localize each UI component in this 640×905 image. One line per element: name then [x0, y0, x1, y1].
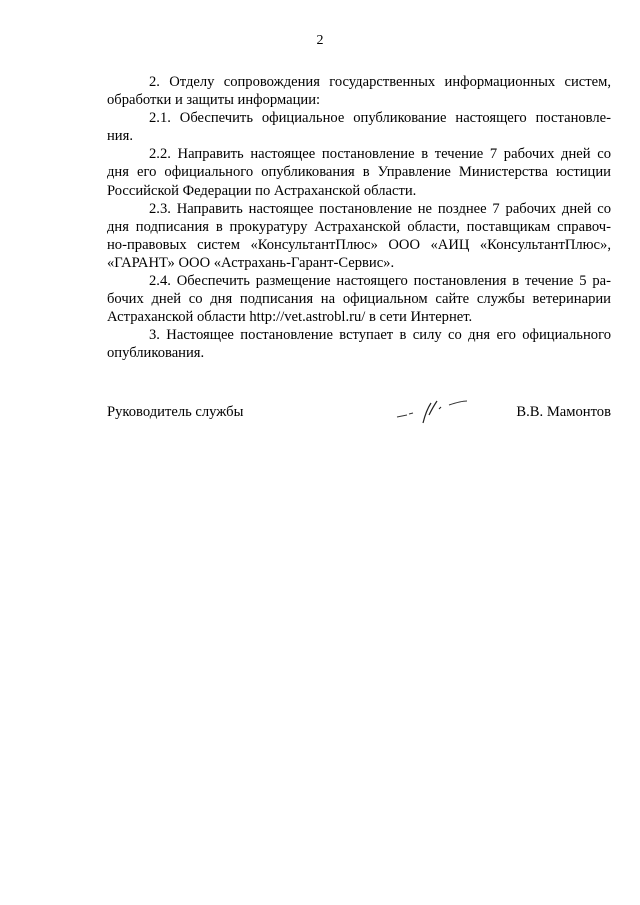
signatory-position: Руководитель службы — [107, 404, 244, 420]
paragraph-line: Российской Федерации по Астраханской области. — [107, 182, 417, 199]
paragraph-2-3 — [107, 200, 611, 272]
paragraph-line: 2.1. Обеспечить официальное опубликование настоящего постановле- — [149, 110, 611, 127]
handwritten-signature-icon — [393, 393, 473, 433]
paragraph-line: но-правовых систем «КонсультантПлюс» ООО «АИЦ «КонсультантПлюс», — [107, 236, 611, 253]
paragraph-3 — [107, 326, 611, 362]
paragraph-line: дня его официального опубликования в Управление Министерства юстиции — [107, 164, 611, 181]
paragraph-line: 2. Отделу сопровождения государственных информационных систем, — [149, 74, 611, 90]
paragraph-line: обработки и защиты информации: — [107, 92, 321, 109]
paragraph-2-2 — [107, 145, 611, 199]
page-number: 2 — [316, 33, 324, 48]
paragraph-line: опубликования. — [107, 345, 205, 362]
paragraph-line: дня подписания в прокуратуру Астраханской области, поставщикам справоч- — [107, 218, 611, 235]
paragraph-line: 2.2. Направить настоящее постановление в течение 7 рабочих дней со — [149, 146, 611, 163]
paragraph-line: ния. — [107, 128, 133, 145]
paragraph-line: 3. Настоящее постановление вступает в силу со дня его официального — [149, 327, 611, 344]
paragraph-line: бочих дней со дня подписания на официальном сайте службы ветеринарии — [107, 291, 611, 308]
paragraph-2-1 — [107, 109, 611, 145]
paragraph-2 — [107, 73, 611, 109]
paragraph-line: 2.4. Обеспечить размещение настоящего постановления в течение 5 ра- — [149, 273, 611, 290]
signature-block — [107, 403, 611, 443]
paragraph-line: 2.3. Направить настоящее постановление не позднее 7 рабочих дней со — [149, 200, 611, 217]
paragraph-line: «ГАРАНТ» ООО «Астрахань-Гарант-Сервис». — [107, 254, 395, 271]
paragraph-line: Астраханской области http://vet.astrobl.ru/ в сети Интернет. — [107, 309, 473, 326]
signatory-name: В.В. Мамонтов — [516, 404, 611, 420]
document-body — [107, 73, 611, 363]
paragraph-2-4 — [107, 272, 611, 326]
